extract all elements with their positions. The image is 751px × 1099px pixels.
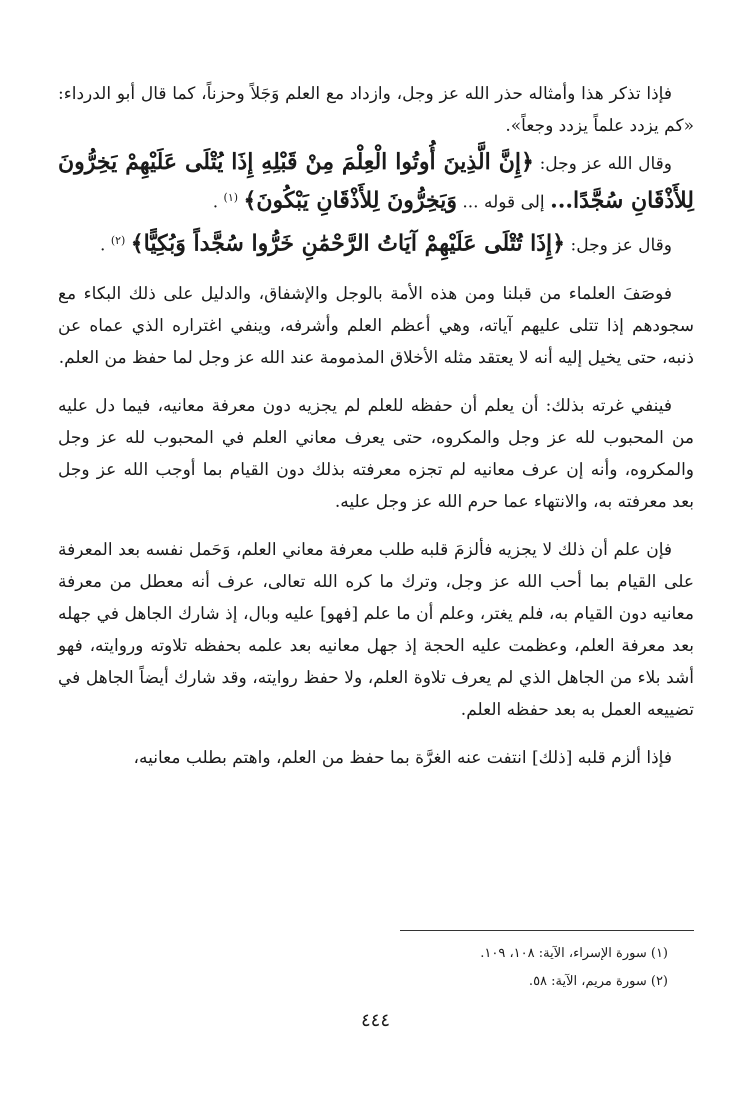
verse-1-text-b: وَيَخِرُّونَ لِلأَذْقَانِ يَبْكُونَ﴾	[243, 187, 457, 214]
footnote-divider	[400, 930, 694, 931]
section-separator	[58, 266, 694, 278]
footnote-1: (١) سورة الإسراء، الآية: ١٠٨، ١٠٩.	[480, 946, 668, 961]
footnote-ref-1: (١)	[223, 191, 239, 204]
verse-1-middle: إلى قوله ...	[462, 192, 545, 213]
verse-1-intro: وقال الله عز وجل:	[539, 154, 672, 174]
paragraph-5: فإذا ألزم قلبه [ذلك] انتفت عنه الغرَّة بما حفظ من العلم، واهتم بطلب معانيه،	[133, 748, 672, 769]
page-number: ٤٤٤	[360, 1010, 390, 1031]
verse-block-1: وقال الله عز وجل: ﴿إِنَّ الَّذِينَ أُوتُوا الْعِلْمَ مِنْ قَبْلِهِ إِذَا يُتْلَى عَلَيْهِمْ يَخِرُّونَ لِلأَذْقَانِ سُجَّدًا... إلى قوله ... وَيَخِرُّونَ لِلأَذْقَانِ يَبْكُونَ﴾ $^{(١)}$ .	[58, 149, 694, 214]
paragraph-1: فإذا تذكر هذا وأمثاله حذر الله عز وجل، وازداد مع العلم وَجَلاً وحزناً، كما قال أبو الدرداء: «كم يزدد علماً يزدد وجعاً».	[58, 84, 694, 136]
footnotes	[58, 940, 668, 996]
verse-2-text: ﴿إِذَا تُتْلَى عَلَيْهِمْ آيَاتُ الرَّحْمَٰنِ خَرُّوا سُجَّداً وَبُكِيًّا﴾	[130, 230, 566, 257]
verse-block-2: وقال عز وجل: ﴿إِذَا تُتْلَى عَلَيْهِمْ آيَاتُ الرَّحْمَٰنِ خَرُّوا سُجَّداً وَبُكِيًّا﴾ $^{(٢)}$ .	[100, 230, 672, 257]
verse-1-text-a: ﴿إِنَّ الَّذِينَ أُوتُوا الْعِلْمَ مِنْ قَبْلِهِ إِذَا يُتْلَى عَلَيْهِمْ يَخِرُّونَ لِلأَذْقَانِ سُجَّدًا...	[58, 149, 694, 214]
paragraph-4: فإن علم أن ذلك لا يجزيه فألزمَ قلبه طلب معرفة معاني العلم، وَحَمل نفسه بعد المعرفة على القيام بما أحب الله عز وجل، وترك ما كره الله تعالى، عرف أنه معطل من معرفة معانيه دون القيام به، فلم يغتر، وعلم أن ما علم [فهو] عليه وبال، إذ شارك الجاهل في جهله بعد معرفة العلم، وعظمت عليه الحجة إذ جهل معانيه بعد علمه بحفظه تلاوته وروايته، فهو أشد بلاء من الجاهل الذي لم يعرف تلاوة العلم، ولا حفظ روايته، وقد شارك أيضاً الجاهل في تضييعه العمل به بعد حفظه العلم.	[58, 540, 694, 721]
footnote-2: (٢) سورة مريم، الآية: ٥٨.	[528, 974, 668, 989]
paragraph-3: فينفي غرته بذلك: أن يعلم أن حفظه للعلم لم يجزيه دون معرفة معانيه، فيما دل عليه من المحبوب لله عز وجل والمكروه، حتى يعرف معاني العلم في المحبوب لله عز وجل والمكروه، وأنه إن عرف معانيه لم تجزه معرفته بذلك دون القيام بما أوجب الله عز وجل بعد معرفته به، والانتهاء عما حرم الله عز وجل عليه.	[58, 396, 694, 513]
paragraph-2: فوصَفَ العلماء من قبلنا ومن هذه الأمة بالوجل والإشفاق، والدليل على ذلك البكاء مع سجودهم إذا تتلى عليهم آياته، وهي أعظم العلم وأشرفه، وينفي اغتراره الذي عماه عن ذنبه، حتى يخيل إليه أنه لا يعتقد مثله الأخلاق المذمومة عند الله عز وجل لما حفظ من العلم.	[58, 284, 694, 369]
footnote-ref-2: (٢)	[110, 233, 126, 247]
page-body	[58, 78, 694, 778]
verse-2-intro: وقال عز وجل:	[570, 235, 672, 256]
